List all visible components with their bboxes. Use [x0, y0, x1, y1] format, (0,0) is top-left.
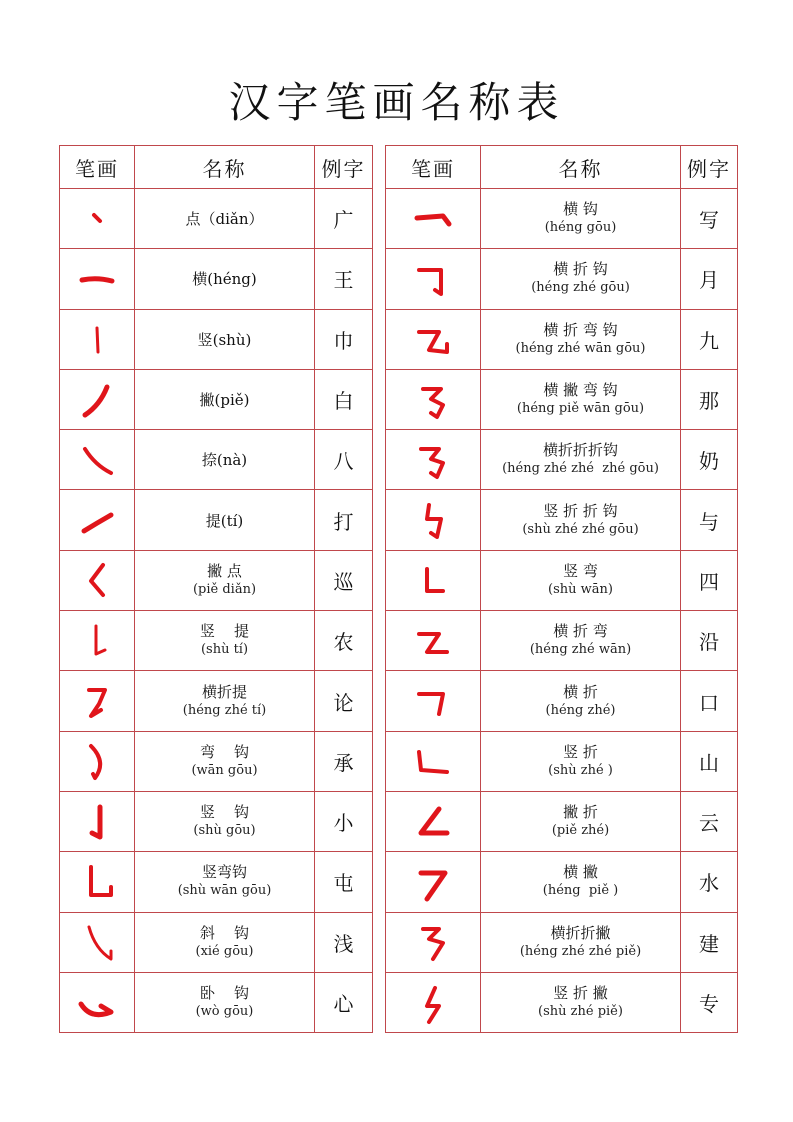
- stroke-pinyin: (héng zhé tí): [182, 702, 267, 718]
- piezhe-stroke-icon: [403, 797, 463, 847]
- hengzhegou-stroke-icon: [403, 254, 463, 304]
- stroke-name: 竖弯钩: [201, 863, 247, 882]
- stroke-name-cell: [135, 852, 315, 912]
- dian-stroke-icon: [67, 194, 127, 244]
- stroke-name-cell: [135, 611, 315, 671]
- stroke-pinyin: (shù zhé ): [548, 762, 613, 778]
- stroke-name-cell: [481, 731, 681, 791]
- stroke-cell: [60, 731, 135, 791]
- header-stroke-left: 笔画: [60, 146, 135, 189]
- stroke-cell: [60, 791, 135, 851]
- table-row: [60, 731, 738, 791]
- table-row: [60, 309, 738, 369]
- example-character: 奶: [681, 430, 738, 490]
- stroke-pinyin: (héng zhé zhé zhé gōu): [502, 461, 659, 477]
- table-row: [60, 430, 738, 490]
- stroke-pinyin: (héng zhé wān): [529, 642, 632, 658]
- example-character: 巾: [315, 309, 373, 369]
- page-title: 汉字笔画名称表: [228, 78, 565, 127]
- xiegou-stroke-icon: [67, 917, 127, 967]
- hengpie-stroke-icon: [403, 857, 463, 907]
- example-character: 写: [681, 189, 738, 249]
- stroke-cell: [386, 912, 481, 972]
- stroke-pinyin: (héng zhé wān gōu): [515, 340, 646, 356]
- stroke-name: 斜 钩: [199, 923, 250, 942]
- stroke-cell: [60, 369, 135, 429]
- shuwangou-stroke-icon: [67, 857, 127, 907]
- stroke-cell: [386, 791, 481, 851]
- stroke-name-cell: [135, 430, 315, 490]
- hengzhewan-stroke-icon: [403, 616, 463, 666]
- stroke-pinyin: (wò gōu): [195, 1004, 254, 1019]
- stroke-name-cell: [481, 490, 681, 550]
- example-character: 山: [681, 731, 738, 791]
- column-gap: [373, 791, 386, 851]
- example-character: 心: [315, 972, 373, 1032]
- example-character: 沿: [681, 611, 738, 671]
- stroke-cell: [386, 671, 481, 731]
- wogou-stroke-icon: [67, 978, 127, 1028]
- column-gap: [373, 369, 386, 429]
- header-name-right: 名称: [481, 146, 681, 189]
- column-gap: [373, 731, 386, 791]
- stroke-name-cell: [481, 611, 681, 671]
- shuzhe-stroke-icon: [403, 736, 463, 786]
- stroke-pinyin: (shù zhé zhé gōu): [522, 521, 639, 537]
- stroke-pinyin: (héng zhé zhé piě): [519, 943, 642, 959]
- stroke-pinyin: (piě zhé): [551, 823, 610, 839]
- stroke-pinyin: (shù wān): [548, 581, 613, 597]
- stroke-name-cell: [481, 791, 681, 851]
- example-character: 云: [681, 791, 738, 851]
- stroke-pinyin: (xié gōu): [195, 943, 254, 959]
- stroke-cell: [386, 731, 481, 791]
- stroke-name: 横 钩: [563, 200, 598, 219]
- table-row: [60, 490, 738, 550]
- stroke-cell: [60, 430, 135, 490]
- na-stroke-icon: [67, 435, 127, 485]
- hengzheti-stroke-icon: [67, 676, 127, 726]
- stroke-name: 捺(nà): [201, 451, 248, 470]
- stroke-name: 竖(shù): [197, 330, 252, 349]
- shugou-stroke-icon: [67, 797, 127, 847]
- stroke-cell: [386, 369, 481, 429]
- header-example-right: 例字: [681, 146, 738, 189]
- column-gap: [373, 309, 386, 369]
- stroke-name-cell: [135, 912, 315, 972]
- stroke-name-cell: [135, 972, 315, 1032]
- stroke-name-cell: [481, 972, 681, 1032]
- stroke-name: 横 折: [563, 682, 598, 701]
- stroke-pinyin: (shù tí): [200, 642, 249, 658]
- stroke-cell: [386, 550, 481, 610]
- stroke-name-cell: [481, 249, 681, 309]
- stroke-name: 横折提: [201, 682, 247, 701]
- example-character: 水: [681, 852, 738, 912]
- table-row: [60, 852, 738, 912]
- table-row: [60, 972, 738, 1032]
- stroke-name-cell: [135, 550, 315, 610]
- header-name-left: 名称: [135, 146, 315, 189]
- stroke-name-cell: [135, 490, 315, 550]
- stroke-pinyin: (héng gōu): [544, 220, 617, 236]
- example-character: 口: [681, 671, 738, 731]
- stroke-cell: [60, 611, 135, 671]
- stroke-name-cell: [481, 369, 681, 429]
- ti-stroke-icon: [67, 495, 127, 545]
- stroke-cell: [386, 852, 481, 912]
- example-character: 月: [681, 249, 738, 309]
- column-gap: [373, 189, 386, 249]
- example-character: 四: [681, 550, 738, 610]
- stroke-name-cell: [135, 791, 315, 851]
- stroke-name: 横折折撇: [550, 923, 611, 942]
- table-row: [60, 791, 738, 851]
- stroke-name-cell: [481, 912, 681, 972]
- column-gap: [373, 249, 386, 309]
- henggou-stroke-icon: [403, 194, 463, 244]
- stroke-pinyin: (shù zhé piě): [538, 1004, 623, 1019]
- example-character: 巡: [315, 550, 373, 610]
- wangou-stroke-icon: [67, 736, 127, 786]
- table-row: [60, 611, 738, 671]
- hengzhe-stroke-icon: [403, 676, 463, 726]
- stroke-name: 撇 点: [207, 561, 242, 580]
- column-gap: [373, 550, 386, 610]
- stroke-names-table: [59, 145, 738, 1033]
- column-gap: [373, 146, 386, 189]
- column-gap: [373, 430, 386, 490]
- stroke-pinyin: (héng piě ): [542, 883, 619, 899]
- column-gap: [373, 912, 386, 972]
- column-gap: [373, 490, 386, 550]
- example-character: 九: [681, 309, 738, 369]
- column-gap: [373, 671, 386, 731]
- stroke-name-cell: [135, 731, 315, 791]
- hengzhewangou-stroke-icon: [403, 314, 463, 364]
- example-character: 屯: [315, 852, 373, 912]
- shu-stroke-icon: [67, 314, 127, 364]
- example-character: 小: [315, 791, 373, 851]
- stroke-pinyin: (héng piě wān gōu): [516, 401, 645, 417]
- stroke-name: 点（diǎn）: [185, 210, 264, 229]
- stroke-name: 横(héng): [192, 270, 257, 289]
- stroke-name-cell: [481, 189, 681, 249]
- example-character: 打: [315, 490, 373, 550]
- hengzhezhepie-stroke-icon: [403, 917, 463, 967]
- stroke-pinyin: (shù gōu): [193, 823, 256, 839]
- stroke-cell: [60, 189, 135, 249]
- stroke-name-cell: [135, 309, 315, 369]
- stroke-name: 竖 提: [199, 622, 250, 641]
- example-character: 论: [315, 671, 373, 731]
- stroke-name-cell: [481, 430, 681, 490]
- shuzhepie-stroke-icon: [403, 978, 463, 1028]
- stroke-name: 横 折 弯: [553, 622, 608, 641]
- heng-stroke-icon: [67, 254, 127, 304]
- stroke-pinyin: (héng zhé gōu): [531, 280, 630, 296]
- stroke-name: 竖 折 折 钩: [543, 501, 618, 520]
- stroke-name: 竖 钩: [199, 803, 250, 822]
- example-character: 承: [315, 731, 373, 791]
- piedian-stroke-icon: [67, 555, 127, 605]
- stroke-name: 卧 钩: [199, 984, 250, 1002]
- example-character: 建: [681, 912, 738, 972]
- stroke-cell: [60, 249, 135, 309]
- table-row: [60, 912, 738, 972]
- stroke-name-cell: [135, 189, 315, 249]
- stroke-name-cell: [481, 309, 681, 369]
- stroke-pinyin: (shù wān gōu): [177, 883, 272, 899]
- stroke-cell: [386, 611, 481, 671]
- stroke-pinyin: (héng zhé): [545, 702, 616, 718]
- hengpiewangou-stroke-icon: [403, 375, 463, 425]
- header-stroke-right: 笔画: [386, 146, 481, 189]
- stroke-cell: [386, 430, 481, 490]
- stroke-cell: [60, 309, 135, 369]
- stroke-name: 提(tí): [205, 511, 244, 530]
- example-character: 农: [315, 611, 373, 671]
- stroke-pinyin: (wān gōu): [191, 762, 258, 778]
- stroke-cell: [60, 852, 135, 912]
- stroke-name: 竖 弯: [563, 561, 598, 580]
- example-character: 八: [315, 430, 373, 490]
- shuwan-stroke-icon: [403, 555, 463, 605]
- stroke-name: 弯 钩: [199, 742, 250, 761]
- table-row: [60, 189, 738, 249]
- stroke-cell: [60, 671, 135, 731]
- example-character: 浅: [315, 912, 373, 972]
- example-character: 专: [681, 972, 738, 1032]
- stroke-name: 横 撇: [563, 863, 598, 882]
- column-gap: [373, 611, 386, 671]
- stroke-cell: [60, 550, 135, 610]
- table-row: [60, 550, 738, 610]
- stroke-cell: [386, 309, 481, 369]
- example-character: 广: [315, 189, 373, 249]
- shuti-stroke-icon: [67, 616, 127, 666]
- stroke-name: 横 折 钩: [553, 260, 608, 279]
- stroke-name: 竖 折: [563, 742, 598, 761]
- stroke-name: 横折折折钩: [542, 441, 618, 460]
- stroke-cell: [386, 972, 481, 1032]
- hengzhezhezhegou-stroke-icon: [403, 435, 463, 485]
- stroke-name-cell: [481, 550, 681, 610]
- stroke-name: 竖 折 撇: [553, 984, 608, 1002]
- stroke-name-cell: [481, 852, 681, 912]
- header-example-left: 例字: [315, 146, 373, 189]
- shuzhezhegou-stroke-icon: [403, 495, 463, 545]
- header-row: [60, 146, 738, 189]
- stroke-cell: [386, 490, 481, 550]
- stroke-name-cell: [135, 369, 315, 429]
- table-row: [60, 369, 738, 429]
- stroke-name-cell: [135, 671, 315, 731]
- stroke-cell: [60, 490, 135, 550]
- table-row: [60, 249, 738, 309]
- column-gap: [373, 852, 386, 912]
- table-row: [60, 671, 738, 731]
- stroke-cell: [60, 972, 135, 1032]
- pie-stroke-icon: [67, 375, 127, 425]
- example-character: 白: [315, 369, 373, 429]
- stroke-pinyin: (piě diǎn): [192, 581, 257, 597]
- example-character: 与: [681, 490, 738, 550]
- stroke-name: 撇 折: [563, 803, 598, 822]
- example-character: 那: [681, 369, 738, 429]
- stroke-name: 横 撇 弯 钩: [543, 381, 618, 400]
- column-gap: [373, 972, 386, 1032]
- stroke-name-cell: [135, 249, 315, 309]
- stroke-name-cell: [481, 671, 681, 731]
- stroke-cell: [386, 249, 481, 309]
- stroke-cell: [60, 912, 135, 972]
- stroke-name: 撇(piě): [199, 391, 250, 410]
- stroke-name: 横 折 弯 钩: [543, 320, 618, 339]
- stroke-cell: [386, 189, 481, 249]
- example-character: 王: [315, 249, 373, 309]
